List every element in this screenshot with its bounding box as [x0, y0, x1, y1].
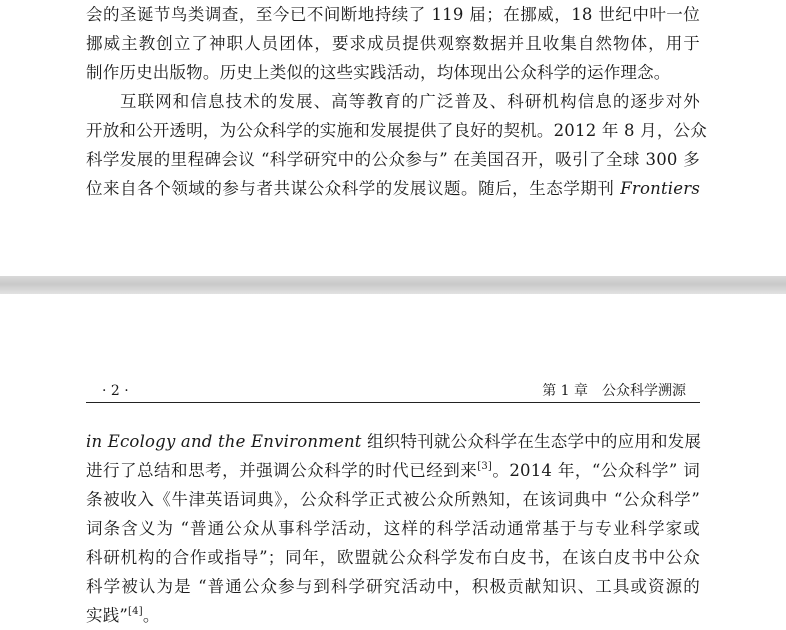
text-line: [86, 456, 700, 485]
top-page: [0, 0, 786, 276]
text-line: 条被收入《牛津英语词典》，公众科学正式被公众所熟知，在该词典中 “公众科学”: [86, 490, 700, 509]
text-line: 互联网和信息技术的发展、高等教育的广泛普及、科研机构信息的逐步对外: [120, 92, 700, 111]
page-separator: [0, 276, 786, 294]
running-header: [86, 380, 700, 403]
bottom-page: [0, 294, 786, 625]
text-line: 词条含义为 “普通公众从事科学活动，这样的科学活动通常基于与专业科学家或: [86, 519, 700, 538]
text-span: 。: [142, 606, 160, 625]
top-page-body: [86, 0, 707, 203]
text-line: [86, 427, 700, 456]
bottom-page-body: [86, 427, 700, 630]
text-line: 开放和公开透明，为公众科学的实施和发展提供了良好的契机。2012 年 8 月，公众: [86, 121, 707, 140]
text-line: 会的圣诞节鸟类调查，至今已不间断地持续了 119 届；在挪威，18 世纪中叶一位: [86, 5, 700, 24]
text-span: 进行了总结和思考，并强调公众科学的时代已经到来: [86, 461, 478, 480]
text-span: 。2014 年，“公众科学” 词: [492, 461, 700, 480]
chapter-title: 第 1 章 公众科学溯源: [542, 383, 686, 399]
journal-name-end: in Ecology and the Environment: [86, 432, 362, 451]
text-span: 组织特刊就公众科学在生态学中的应用和发展: [361, 432, 702, 451]
citation-ref[interactable]: [3]: [477, 461, 493, 472]
text-span: 位来自各个领域的参与者共谋公众科学的发展议题。随后，生态学期刊: [86, 179, 621, 198]
text-line: [86, 601, 700, 630]
citation-ref[interactable]: [4]: [128, 606, 143, 617]
text-line: [86, 174, 700, 203]
journal-name-start: Frontiers: [620, 179, 700, 198]
text-line: 挪威主教创立了神职人员团体，要求成员提供观察数据并且收集自然物体，用于: [86, 34, 700, 53]
text-line: 科学被认为是 “普通公众参与到科学研究活动中，积极贡献知识、工具或资源的: [86, 577, 700, 596]
text-line: 科学发展的里程碑会议 “科学研究中的公众参与” 在美国召开，吸引了全球 300 多: [86, 150, 700, 169]
text-line: 制作历史出版物。历史上类似的这些实践活动，均体现出公众科学的运作理念。: [86, 63, 671, 82]
page-number: · 2 ·: [102, 383, 129, 399]
text-span: 实践”: [86, 606, 129, 625]
text-line: 科研机构的合作或指导”；同年，欧盟就公众科学发布白皮书，在该白皮书中公众: [86, 548, 700, 567]
